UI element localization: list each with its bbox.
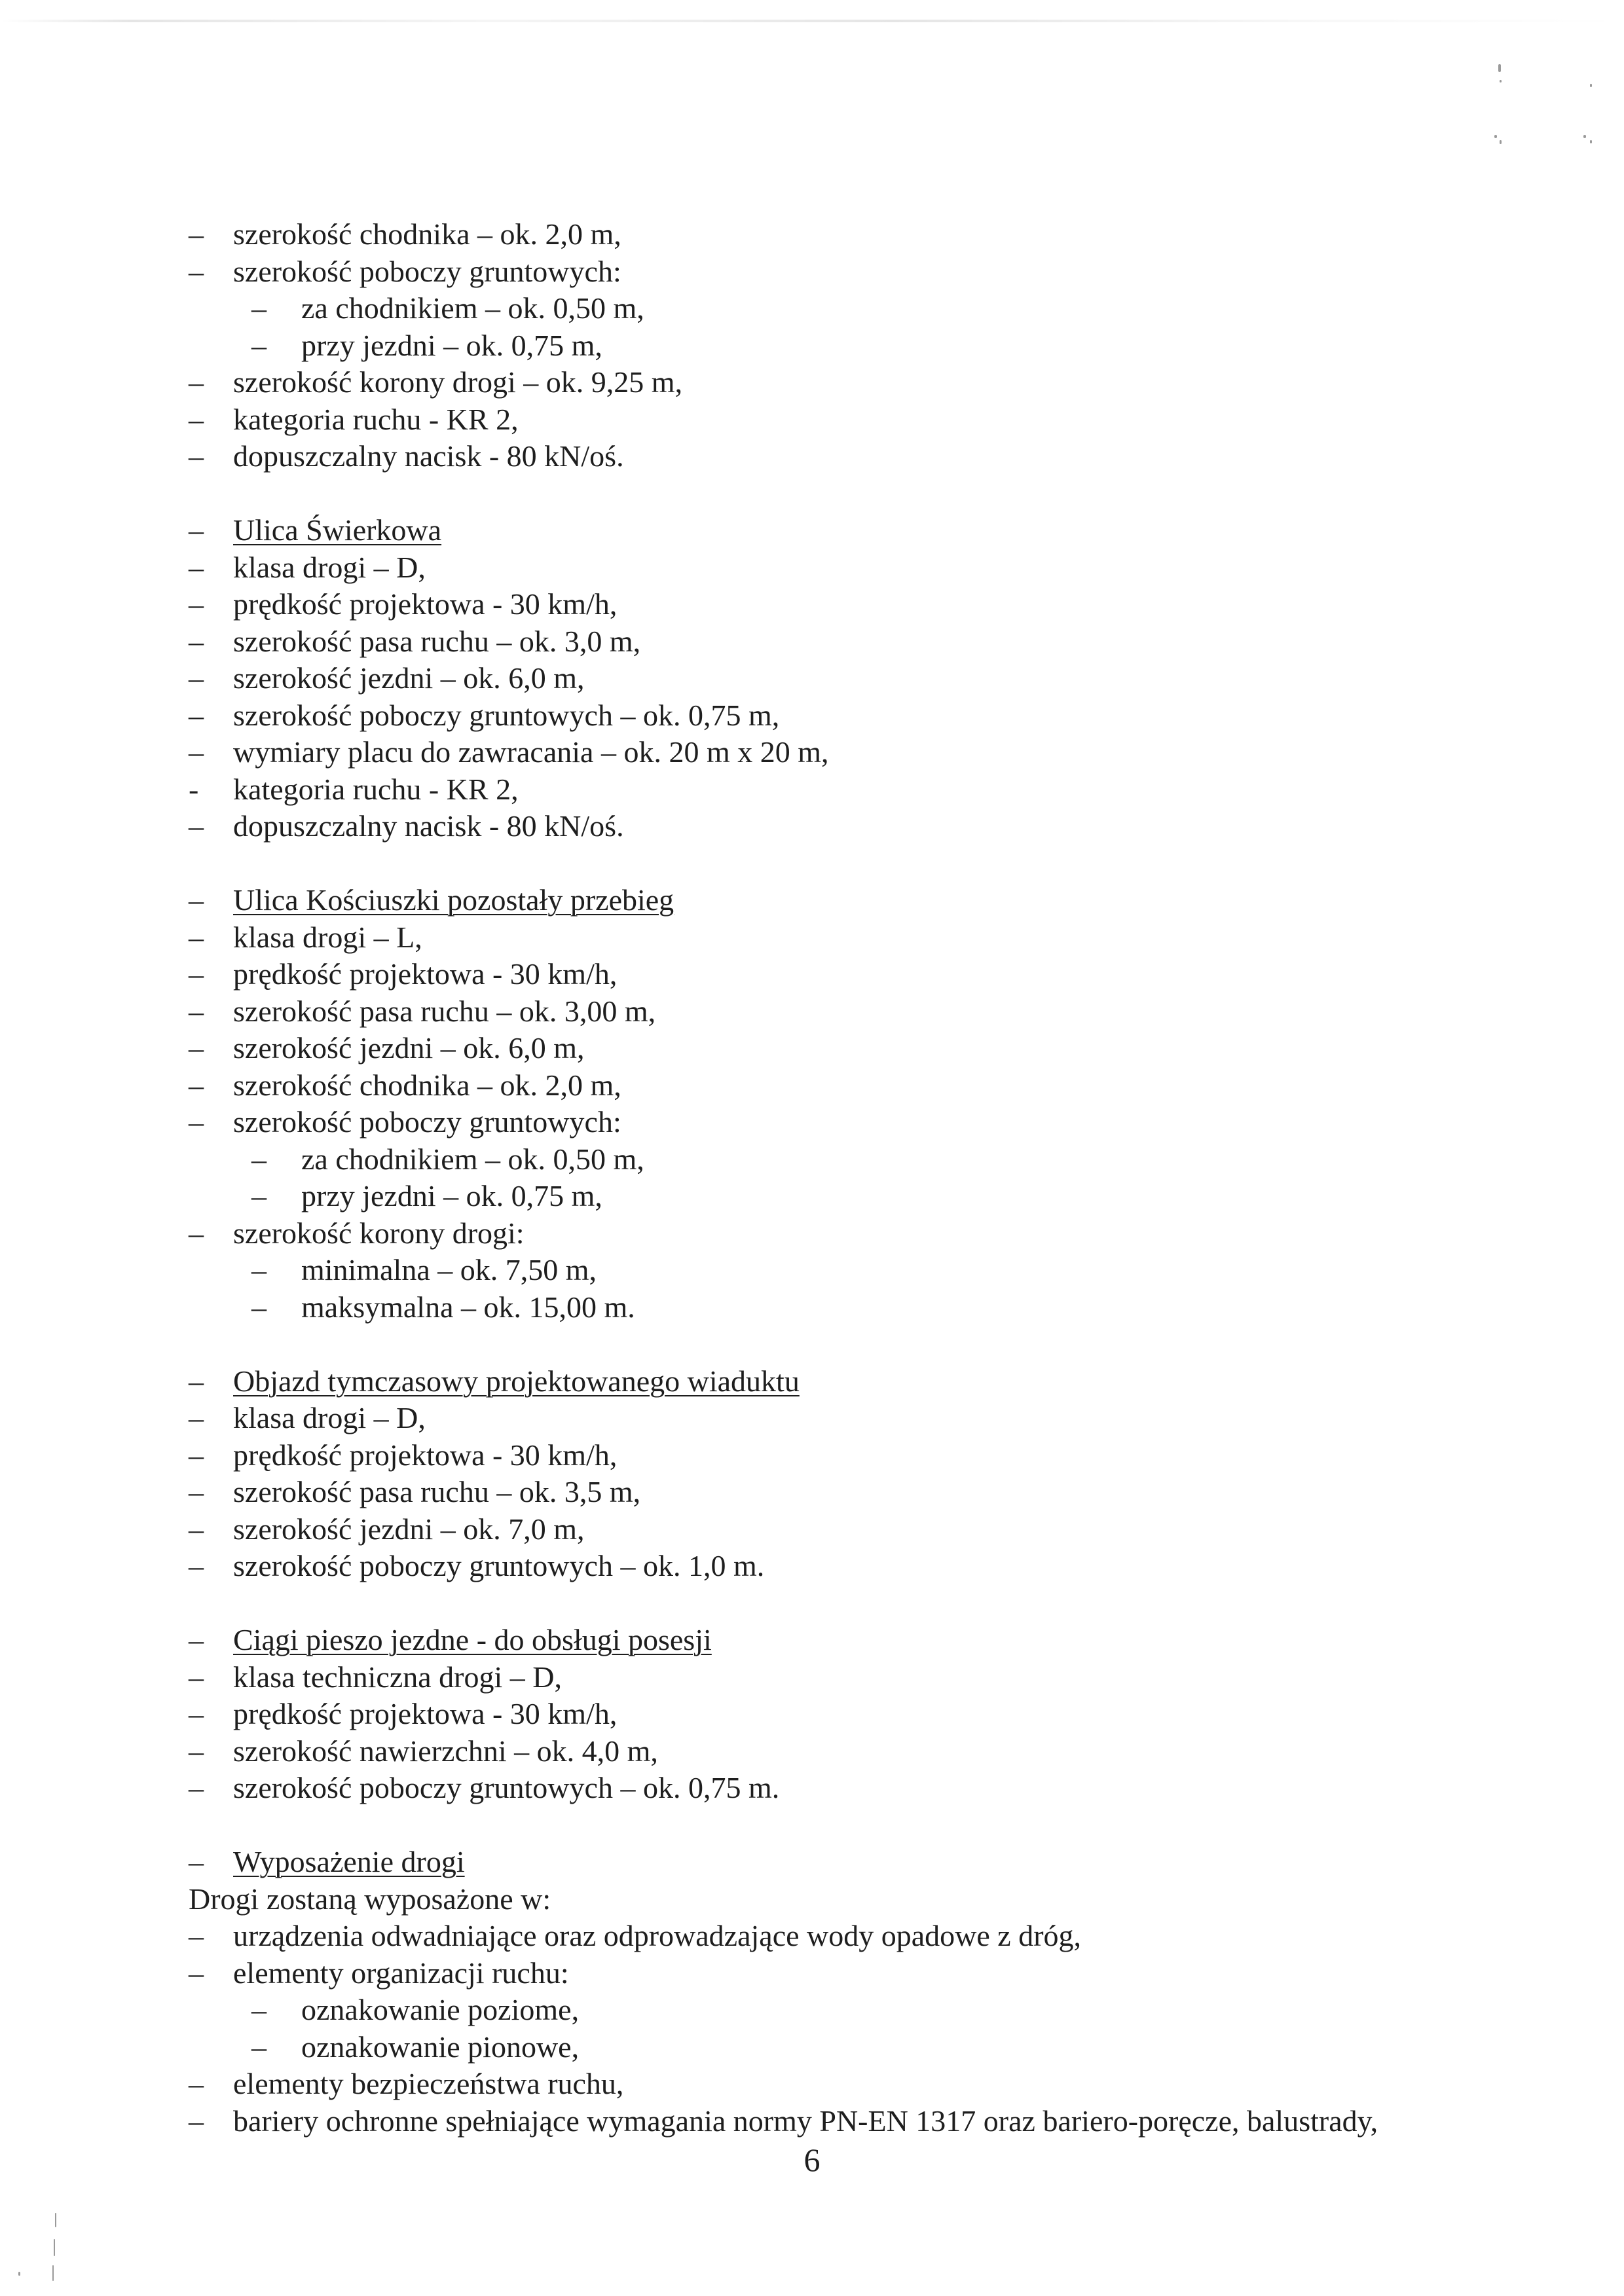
list-item: – bariery ochronne spełniające wymagania normy PN-EN 1317 oraz bariero-poręcze, balustrady, xyxy=(189,2104,1378,2138)
scan-speck xyxy=(1500,140,1502,144)
list-item: – szerokość poboczy gruntowych: xyxy=(189,254,621,288)
list-item: – kategoria ruchu - KR 2, xyxy=(189,402,519,436)
list-item: – klasa drogi – D, xyxy=(189,1401,426,1434)
list-item: – prędkość projektowa - 30 km/h, xyxy=(189,957,618,991)
document-body xyxy=(189,216,1433,2140)
sub-list-item: – oznakowanie pionowe, xyxy=(251,2030,580,2064)
scan-speck xyxy=(1498,64,1501,72)
scan-speck xyxy=(52,2265,54,2281)
list-item: – wymiary placu do zawracania – ok. 20 m x 20 m, xyxy=(189,735,829,769)
scan-speck xyxy=(54,2239,55,2256)
list-item: – szerokość poboczy gruntowych – ok. 1,0 m. xyxy=(189,1549,765,1582)
scan-speck xyxy=(1500,80,1502,82)
list-item: – klasa drogi – L, xyxy=(189,920,422,954)
list-item: – elementy organizacji ruchu: xyxy=(189,1956,569,1990)
sub-list-item: – oznakowanie poziome, xyxy=(251,1993,580,2026)
list-item: – szerokość nawierzchni – ok. 4,0 m, xyxy=(189,1734,658,1768)
scan-speck xyxy=(1494,135,1497,138)
section-heading-kosciuszki: – Ulica Kościuszki pozostały przebieg xyxy=(189,883,674,917)
scan-speck xyxy=(55,2213,56,2227)
list-item: – szerokość poboczy gruntowych – ok. 0,75 m. xyxy=(189,1771,780,1804)
list-item: – klasa techniczna drogi – D, xyxy=(189,1660,562,1694)
list-item: – szerokość pasa ruchu – ok. 3,5 m, xyxy=(189,1475,641,1508)
list-item: - kategoria ruchu - KR 2, xyxy=(189,772,519,806)
list-item: – szerokość korony drogi – ok. 9,25 m, xyxy=(189,365,683,399)
sub-list-item: – przy jezdni – ok. 0,75 m, xyxy=(251,1179,602,1212)
scan-speck xyxy=(18,2272,20,2276)
sub-list-item: – za chodnikiem – ok. 0,50 m, xyxy=(251,291,644,325)
list-item: – urządzenia odwadniające oraz odprowadzające wody opadowe z dróg, xyxy=(189,1919,1082,1952)
scan-edge-shadow xyxy=(0,20,1624,22)
section-heading-swierkowa: – Ulica Świerkowa xyxy=(189,513,442,547)
list-item: – szerokość chodnika – ok. 2,0 m, xyxy=(189,217,621,251)
list-item: – dopuszczalny nacisk - 80 kN/oś. xyxy=(189,439,624,473)
sub-list-item: – minimalna – ok. 7,50 m, xyxy=(251,1253,597,1286)
list-item: – klasa drogi – D, xyxy=(189,550,426,584)
list-item: – szerokość jezdni – ok. 7,0 m, xyxy=(189,1512,585,1546)
section-heading-wyposazenie: – Wyposażenie drogi xyxy=(189,1845,465,1878)
list-item: – szerokość pasa ruchu – ok. 3,0 m, xyxy=(189,624,641,658)
list-item: – szerokość poboczy gruntowych: xyxy=(189,1105,621,1139)
section-heading-ciagi: – Ciągi pieszo jezdne - do obsługi posesji xyxy=(189,1623,712,1656)
list-item: – dopuszczalny nacisk - 80 kN/oś. xyxy=(189,809,624,843)
intro-paragraph: Drogi zostaną wyposażone w: xyxy=(189,1882,551,1916)
list-item: – szerokość poboczy gruntowych – ok. 0,75 m, xyxy=(189,698,780,732)
sub-list-item: – przy jezdni – ok. 0,75 m, xyxy=(251,328,602,362)
scan-speck xyxy=(1583,135,1586,138)
list-item: – szerokość chodnika – ok. 2,0 m, xyxy=(189,1068,621,1102)
scan-speck xyxy=(1590,140,1592,143)
list-item: – szerokość pasa ruchu – ok. 3,00 m, xyxy=(189,994,656,1028)
list-item: – elementy bezpieczeństwa ruchu, xyxy=(189,2067,624,2100)
list-item: – prędkość projektowa - 30 km/h, xyxy=(189,587,618,621)
list-item: – prędkość projektowa - 30 km/h, xyxy=(189,1438,618,1472)
sub-list-item: – maksymalna – ok. 15,00 m. xyxy=(251,1290,635,1324)
page-number: 6 xyxy=(803,2141,821,2178)
section-heading-objazd: – Objazd tymczasowy projektowanego wiaduktu xyxy=(189,1364,800,1398)
list-item: – szerokość korony drogi: xyxy=(189,1216,525,1250)
sub-list-item: – za chodnikiem – ok. 0,50 m, xyxy=(251,1142,644,1176)
list-item: – szerokość jezdni – ok. 6,0 m, xyxy=(189,1031,585,1065)
list-item: – prędkość projektowa - 30 km/h, xyxy=(189,1697,618,1730)
scan-speck xyxy=(1590,84,1592,87)
list-item: – szerokość jezdni – ok. 6,0 m, xyxy=(189,661,585,695)
